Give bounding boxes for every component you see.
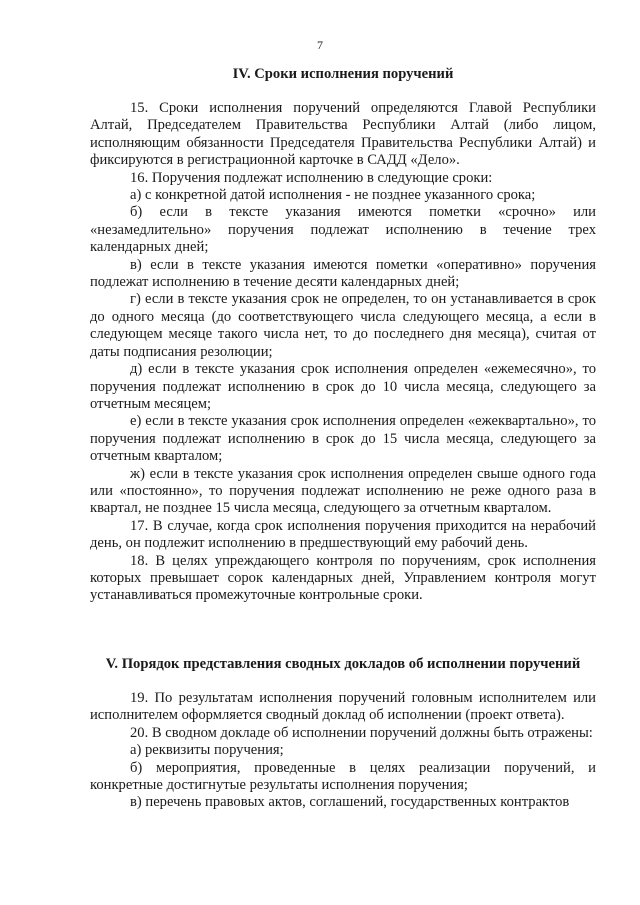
- paragraph-16-v: в) если в тексте указания имеются пометки «оперативно» поручения подлежат исполнению в течение десяти календарных дней;: [90, 256, 596, 291]
- section-heading-deadlines: IV. Сроки исполнения поручений: [232, 66, 454, 82]
- paragraph-20-a: а) реквизиты поручения;: [130, 742, 284, 759]
- section-body-reports: [90, 690, 596, 812]
- paragraph-20: 20. В сводном докладе об исполнении поручений должны быть отражены:: [130, 724, 593, 741]
- paragraph-20-b: б) мероприятия, проведенные в целях реализации поручений, и конкретные достигнутые результаты исполнения поручения;: [90, 759, 596, 794]
- paragraph-19: 19. По результатам исполнения поручений головным исполнителем или исполнителем оформляется сводный доклад об исполнении (проект ответа).: [90, 690, 596, 724]
- paragraph-16-e: е) если в тексте указания срок исполнения определен «ежеквартально», то поручения подлежат исполнению в срок до 15 числа месяца, следующего за отчетным кварталом;: [90, 413, 596, 465]
- paragraph-20-v: в) перечень правовых актов, соглашений, государственных контрактов: [130, 794, 570, 811]
- paragraph-16-a: а) с конкретной датой исполнения - не позднее указанного срока;: [130, 187, 536, 204]
- paragraph-16-zh: ж) если в тексте указания срок исполнения определен свыше одного года или «постоянно», то поручения подлежат исполнению не реже одного раза в квартал, не позднее 15 числа месяца, следующего за отчетным кварталом.: [90, 465, 596, 517]
- paragraph-16-g: г) если в тексте указания срок не определен, то он устанавливается в срок до одного месяца (до соответствующего числа следующего месяца, а если в следующем месяце такого числа нет, то до последнего дня месяца), считая от даты подписания резолюции;: [90, 291, 596, 360]
- paragraph-16: 16. Поручения подлежат исполнению в следующие сроки:: [130, 169, 493, 186]
- paragraph-17: 17. В случае, когда срок исполнения поручения приходится на нерабочий день, он подлежит исполнению в предшествующий ему рабочий день.: [90, 517, 596, 552]
- section-body-deadlines: [90, 100, 596, 605]
- page-number: 7: [317, 38, 323, 52]
- section-heading-reports: V. Порядок представления сводных докладов об исполнении поручений: [105, 656, 581, 672]
- paragraph-16-b: б) если в тексте указания имеются пометки «срочно» или «незамедлительно» поручения подлежат исполнению в течение трех календарных дней;: [90, 204, 596, 256]
- paragraph-16-d: д) если в тексте указания срок исполнения определен «ежемесячно», то поручения подлежат исполнению в срок до 10 числа месяца, следующего за отчетным месяцем;: [90, 361, 596, 412]
- paragraph-15: 15. Сроки исполнения поручений определяются Главой Республики Алтай, Председателем Правительства Республики Алтай (либо лицом, исполняющим обязанности Председателя Правительства Республики Алтай) и фиксируются в регистрационной карточке в САДД «Дело».: [90, 100, 596, 169]
- paragraph-18: 18. В целях упреждающего контроля по поручениям, срок исполнения которых превышает сорок календарных дней, Управлением контроля могут устанавливаться промежуточные контрольные сроки.: [90, 552, 596, 604]
